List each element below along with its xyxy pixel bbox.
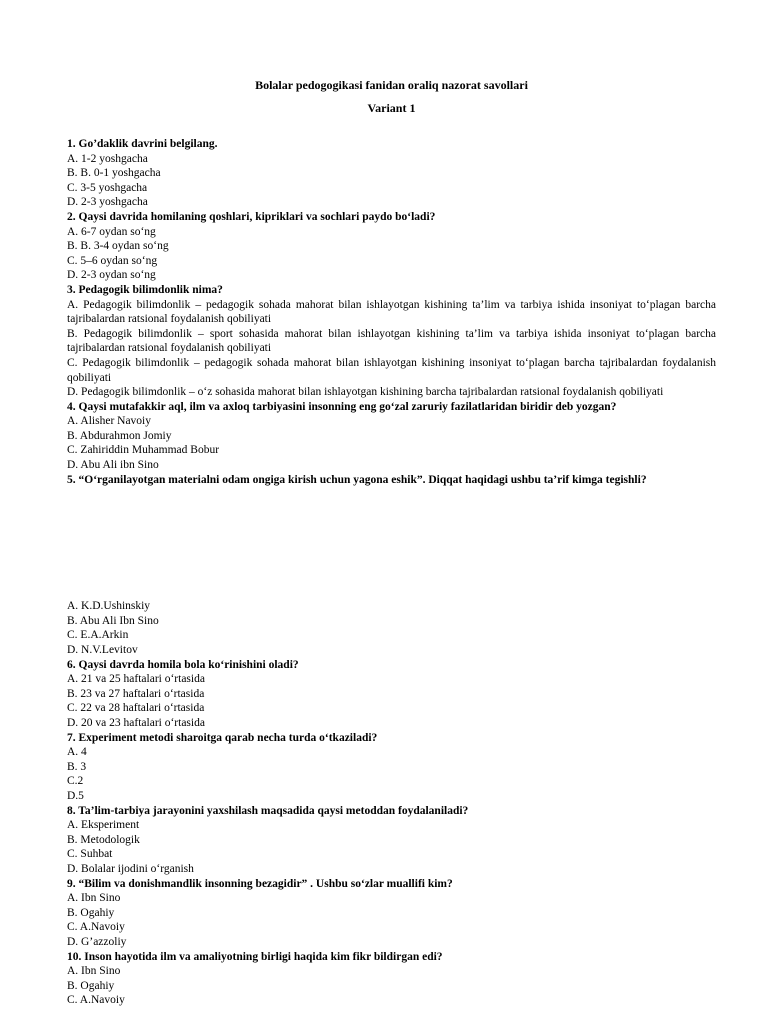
- question-text: 9. “Bilim va donishmandlik insonning bezagidir” . Ushbu so‘zlar muallifi kim?: [67, 877, 453, 890]
- answer-option: C. 3-5 yoshgacha: [67, 181, 148, 194]
- answer-option: D. Bolalar ijodini o‘rganish: [67, 862, 194, 875]
- answer-option: D. 2-3 yoshgacha: [67, 196, 148, 209]
- question-text: 1. Go’daklik davrini belgilang.: [67, 138, 218, 150]
- answer-option: D. N.V.Levitov: [67, 644, 138, 657]
- answer-option: D. Pedagogik bilimdonlik – o‘z sohasida mahorat bilan ishlayotgan kishining barcha tajribalardan ratsional foydalanish qobiliyati: [67, 386, 664, 399]
- answer-option: D.5: [67, 789, 84, 802]
- answer-option: C. A.Navoiy: [67, 921, 125, 934]
- answer-option: C. A.Navoiy: [67, 994, 125, 1007]
- answer-option: B. Pedagogik bilimdonlik – sport sohasida mahorat bilan ishlayotgan kishining ta’lim va tarbiya ishida insoniyat to‘plagan barcha tajribalardan ratsional foydalanish qobiliyati: [67, 327, 716, 355]
- answer-option: B. Abu Ali Ibn Sino: [67, 614, 159, 627]
- question-text: 8. Ta’lim-tarbiya jarayonini yaxshilash maqsadida qaysi metoddan foydalaniladi?: [67, 804, 469, 817]
- answer-option: C. 22 va 28 haftalari o‘rtasida: [67, 702, 205, 715]
- answer-option: C. Zahiriddin Muhammad Bobur: [67, 444, 220, 457]
- answer-option: B. B. 3-4 oydan so‘ng: [67, 240, 169, 253]
- variant-label: Variant 1: [367, 101, 416, 115]
- question-text: 2. Qaysi davrida homilaning qoshlari, kipriklari va sochlari paydo bo‘ladi?: [67, 210, 436, 223]
- answer-option: B. Metodologik: [67, 833, 140, 846]
- answer-option: D. 20 va 23 haftalari o‘rtasida: [67, 717, 205, 729]
- answer-option: A. 6-7 oydan so‘ng: [67, 225, 156, 238]
- question-text: 3. Pedagogik bilimdonlik nima?: [67, 283, 223, 296]
- question-text: 7. Experiment metodi sharoitga qarab necha turda o‘tkaziladi?: [67, 731, 378, 744]
- answer-option: C. 5–6 oydan so‘ng: [67, 254, 158, 267]
- answer-option: B. Ogahiy: [67, 979, 115, 992]
- answer-option: A. Ibn Sino: [67, 965, 121, 978]
- blank-space: [67, 487, 716, 599]
- answer-option: C. Suhbat: [67, 848, 113, 861]
- question-block: [67, 473, 716, 658]
- answer-option: C. Pedagogik bilimdonlik – pedagogik sohada mahorat bilan ishlayotgan kishining insoniyat to‘plagan barcha tajribalardan foydalanish qobiliyati: [67, 356, 716, 384]
- question-text: 4. Qaysi mutafakkir aql, ilm va axloq tarbiyasini insonning eng go‘zal zaruriy fazilatlaridan biridir deb yozgan?: [67, 400, 617, 413]
- question-block: [67, 877, 716, 950]
- question-block: [67, 804, 716, 877]
- answer-option: B. 23 va 27 haftalari o‘rtasida: [67, 687, 205, 700]
- question-block: [67, 137, 716, 210]
- answer-option: A. Ibn Sino: [67, 892, 121, 905]
- answer-option: A. 4: [67, 746, 87, 759]
- answer-option: A. Pedagogik bilimdonlik – pedagogik sohada mahorat bilan ishlayotgan kishining ta’lim va tarbiya ishida insoniyat to‘plagan barcha tajribalardan ratsional foydalanish qobiliyati: [67, 298, 716, 326]
- question-text: 10. Inson hayotida ilm va amaliyotning birligi haqida kim fikr bildirgan edi?: [67, 950, 443, 963]
- answer-option: A. 21 va 25 haftalari o‘rtasida: [67, 673, 205, 686]
- answer-option: A. K.D.Ushinskiy: [67, 600, 151, 613]
- question-text: 5. “O‘rganilayotgan materialni odam ongiga kirish uchun yagona eshik”. Diqqat haqidagi ushbu ta’rif kimga tegishli?: [67, 473, 647, 486]
- question-block: [67, 283, 716, 400]
- question-block: [67, 658, 716, 731]
- answer-option: C. E.A.Arkin: [67, 629, 129, 642]
- answer-option: C.2: [67, 775, 84, 788]
- document-title: Bolalar pedogogikasi fanidan oraliq nazorat savollari: [255, 78, 528, 92]
- answer-option: B. Ogahiy: [67, 906, 115, 919]
- answer-option: D. 2-3 oydan so‘ng: [67, 269, 156, 282]
- answer-option: A. Eksperiment: [67, 819, 140, 832]
- question-block: [67, 731, 716, 804]
- document-page: [67, 78, 716, 1008]
- question-block: [67, 950, 716, 1008]
- question-block: [67, 400, 716, 473]
- question-block: [67, 210, 716, 283]
- answer-option: B. B. 0-1 yoshgacha: [67, 167, 161, 180]
- question-text: 6. Qaysi davrda homila bola ko‘rinishini oladi?: [67, 658, 299, 671]
- answer-option: D. Abu Ali ibn Sino: [67, 459, 159, 472]
- answer-option: A. 1-2 yoshgacha: [67, 152, 148, 165]
- answer-option: A. Alisher Navoiy: [67, 415, 152, 428]
- answer-option: B. Abdurahmon Jomiy: [67, 429, 172, 442]
- answer-option: B. 3: [67, 760, 87, 773]
- answer-option: D. G’azzoliy: [67, 935, 127, 948]
